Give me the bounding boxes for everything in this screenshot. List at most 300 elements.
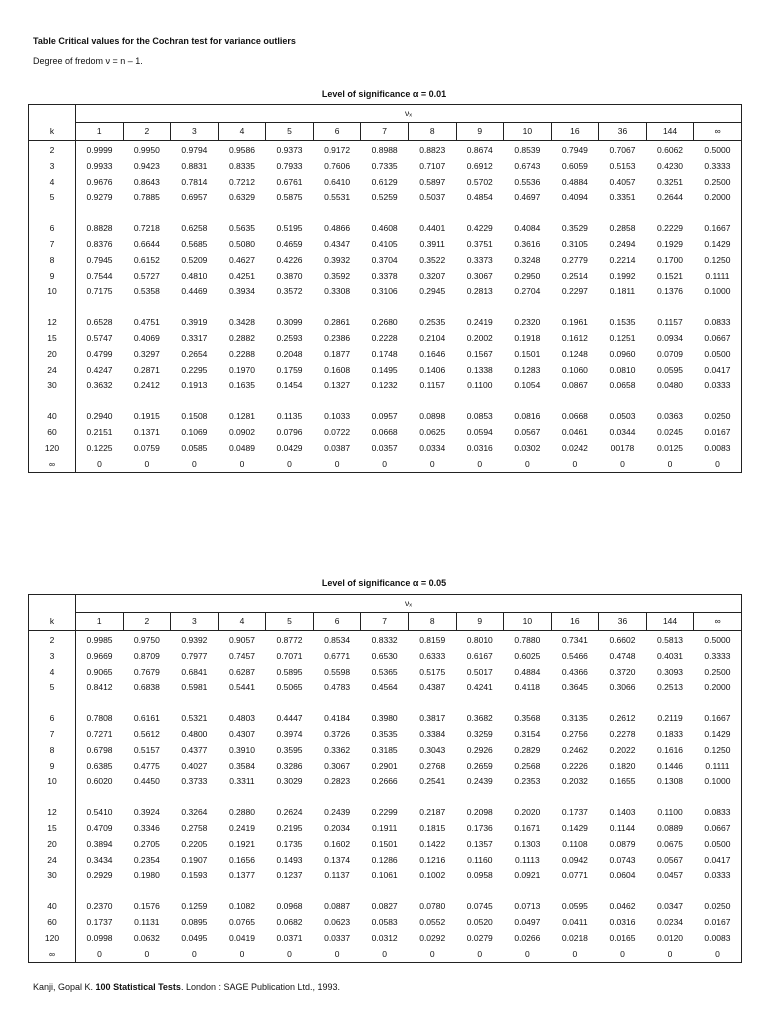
critical-value-cell: 0.1131 (134, 916, 160, 927)
critical-value-cell: 0.0242 (561, 442, 588, 453)
critical-value-cell: 0.4105 (371, 238, 398, 249)
critical-value-cell: 0.0585 (181, 442, 208, 453)
critical-value-cell: 0.2880 (228, 807, 255, 818)
critical-value-cell: 0.0417 (694, 853, 742, 869)
critical-value-cell: 0.2514 (561, 270, 588, 281)
critical-value-cell: 0.2644 (657, 192, 684, 203)
critical-value-cell: 0.0759 (133, 442, 160, 453)
critical-value-cell: 0 (361, 457, 409, 473)
table-row (29, 315, 742, 331)
critical-value-cell: 0.0266 (514, 932, 541, 943)
critical-value-cell: 0.8823 (419, 145, 446, 155)
table-row (29, 727, 742, 743)
table-row (29, 347, 742, 363)
critical-value-cell: 0.1602 (324, 838, 351, 849)
critical-value-cell: 0.6798 (86, 744, 113, 755)
critical-value-cell: 0.3932 (324, 254, 351, 265)
critical-value-cell: 0.2370 (86, 901, 113, 912)
critical-value-cell: 0.3378 (371, 270, 398, 281)
column-header: 4 (218, 123, 266, 141)
critical-value-cell: 0.3346 (133, 822, 160, 833)
critical-value-cell: 0.5813 (657, 635, 684, 645)
critical-value-cell: 0.3066 (609, 682, 636, 693)
critical-value-cell: 0.3384 (419, 728, 446, 739)
k-value: 9 (29, 269, 76, 285)
critical-value-cell: 0.9669 (86, 650, 113, 661)
critical-value-cell: 0.3207 (419, 270, 446, 281)
critical-value-cell: 0.7949 (561, 145, 588, 155)
critical-value-cell: 0 (218, 457, 266, 473)
critical-value-cell: 0 (599, 457, 647, 473)
column-header: 10 (504, 123, 552, 141)
critical-value-cell: 0 (123, 947, 171, 963)
critical-value-cell: 0.8332 (371, 635, 398, 645)
critical-value-cell: 0.5365 (371, 666, 398, 677)
critical-value-cell: 0.9279 (86, 192, 113, 203)
critical-value-cell: 0.3595 (276, 744, 303, 755)
critical-value-cell: 0.2666 (371, 776, 398, 787)
group-gap (29, 206, 742, 221)
critical-value-cell: 0.6059 (561, 160, 588, 171)
critical-value-cell: 0.0833 (694, 805, 742, 821)
critical-value-cell: 0.4751 (133, 317, 160, 328)
critical-value-cell: 0.3726 (324, 728, 351, 739)
critical-value-cell: 0.3333 (694, 649, 742, 665)
critical-value-cell: 0.5065 (276, 682, 303, 693)
critical-value-cell: 0.0887 (324, 901, 351, 912)
critical-value-cell: 0.3919 (181, 317, 208, 328)
critical-value-cell: 0.2229 (657, 223, 684, 234)
table-row (29, 141, 742, 159)
critical-value-cell: 0.3362 (324, 744, 351, 755)
table-row (29, 680, 742, 696)
critical-value-cell: 0 (266, 947, 314, 963)
column-header: ∞ (694, 613, 742, 631)
critical-value-cell: 0.1521 (657, 270, 684, 281)
critical-value-cell: 0.6771 (324, 650, 351, 661)
critical-value-cell: 0.0816 (514, 411, 541, 422)
table-row (29, 743, 742, 759)
critical-value-cell: 0.9999 (86, 145, 113, 155)
critical-value-cell: 0.1429 (694, 237, 742, 253)
critical-value-cell: 0.4069 (133, 332, 160, 343)
critical-value-cell: 0.0780 (419, 901, 446, 912)
critical-value-cell: 0.0250 (694, 899, 742, 915)
critical-value-cell: 0.0810 (609, 364, 636, 375)
critical-value-cell: 0.1736 (466, 822, 493, 833)
critical-value-cell: 0.2768 (419, 760, 446, 771)
critical-value-cell: 0.2654 (181, 348, 208, 359)
critical-value-cell: 0.7679 (133, 666, 160, 677)
critical-value-cell: 0.2320 (514, 317, 541, 328)
critical-value-cell: 0.6333 (419, 650, 446, 661)
k-value: 3 (29, 649, 76, 665)
critical-value-cell: 0.3311 (229, 776, 255, 787)
critical-value-cell: 0.0245 (657, 426, 684, 437)
critical-value-cell: 0.1082 (228, 901, 255, 912)
header-row-nu (29, 105, 742, 123)
critical-value-cell: 0.1567 (466, 348, 493, 359)
critical-value-cell: 0.8988 (371, 145, 398, 155)
gap-cell (29, 300, 76, 315)
critical-value-cell: 0 (456, 947, 504, 963)
critical-value-cell: 0.7606 (324, 160, 351, 171)
k-value: 7 (29, 727, 76, 743)
critical-value-cell: 0.4627 (228, 254, 255, 265)
critical-value-cell: 0.6329 (228, 192, 255, 203)
gap-cell (76, 394, 742, 409)
column-header: 6 (313, 123, 361, 141)
gap-cell (76, 884, 742, 899)
critical-value-cell: 0.0497 (514, 916, 541, 927)
gap-cell (29, 884, 76, 899)
critical-value-cell: 0 (456, 457, 504, 473)
level-heading-001: Level of significance α = 0.01 (321, 89, 447, 99)
critical-value-cell: 0.4709 (86, 822, 113, 833)
critical-value-cell: 0.2861 (324, 317, 351, 328)
critical-value-cell: 0.3584 (228, 760, 255, 771)
column-header: 36 (599, 123, 647, 141)
critical-value-cell: 0.0480 (657, 380, 684, 391)
critical-value-cell: 0.0668 (371, 426, 398, 437)
critical-value-cell: 0.7544 (86, 270, 113, 281)
critical-value-cell: 0.3067 (466, 270, 493, 281)
critical-value-cell: 0.6957 (181, 192, 208, 203)
critical-value-cell: 0.1493 (276, 854, 303, 865)
k-value: 7 (29, 237, 76, 253)
column-header: 7 (361, 613, 409, 631)
critical-value-cell: 0.9373 (276, 145, 303, 155)
table-row (29, 821, 742, 837)
critical-value-cell: 0.4775 (133, 760, 160, 771)
critical-value-cell: 0.7885 (133, 192, 160, 203)
critical-value-cell: 0.0500 (694, 837, 742, 853)
k-value: 30 (29, 378, 76, 394)
table-row (29, 853, 742, 869)
critical-value-cell: 0.7175 (86, 286, 113, 297)
critical-value-cell: 0.7071 (276, 650, 303, 661)
critical-value-cell: 0.1259 (181, 901, 208, 912)
critical-value-cell: 0.8539 (514, 145, 541, 155)
critical-value-cell: 0.1877 (324, 348, 351, 359)
critical-value-cell: 0.8772 (276, 635, 303, 645)
critical-value-cell: 0.1454 (276, 380, 303, 391)
critical-value-cell: 0.0316 (609, 916, 636, 927)
column-header: 7 (361, 123, 409, 141)
column-header: 5 (266, 613, 314, 631)
critical-value-cell: 0.2299 (371, 807, 398, 818)
critical-value-cell: 0.4447 (276, 713, 303, 724)
group-gap (29, 790, 742, 805)
critical-value-cell: 0.1069 (181, 426, 208, 437)
critical-value-cell: 0.5209 (181, 254, 208, 265)
cochran-table-005 (28, 594, 742, 963)
critical-value-cell: 0.5897 (419, 176, 446, 187)
critical-value-cell: 0.3333 (694, 159, 742, 175)
critical-value-cell: 0.4450 (133, 776, 160, 787)
critical-value-cell: 0.2000 (694, 190, 742, 206)
critical-value-cell: 0.8534 (324, 635, 351, 645)
critical-value-cell: 0.1111 (694, 759, 742, 775)
table-row (29, 441, 742, 457)
critical-value-cell: 0.1100 (467, 380, 493, 391)
critical-value-cell: 0.0387 (324, 442, 351, 453)
critical-value-cell: 0 (408, 947, 456, 963)
critical-value-cell: 0.0218 (561, 932, 588, 943)
critical-value-cell: 0.0520 (466, 916, 493, 927)
critical-value-cell: 0.3817 (419, 713, 446, 724)
critical-value-cell: 0.0743 (609, 854, 636, 865)
critical-value-cell: 0.5875 (276, 192, 303, 203)
critical-value-cell: 0.0567 (514, 426, 541, 437)
column-header: 36 (599, 613, 647, 631)
critical-value-cell: 0.3317 (181, 332, 208, 343)
critical-value-cell: 0.0623 (324, 916, 351, 927)
critical-value-cell: 0.0461 (561, 426, 588, 437)
critical-value-cell: 0.1671 (514, 822, 541, 833)
critical-value-cell: 0.5466 (561, 650, 588, 661)
critical-value-cell: 0.6841 (181, 666, 208, 677)
critical-value-cell: 0.1918 (514, 332, 541, 343)
critical-value-cell: 0.3434 (86, 854, 113, 865)
critical-value-cell: 0 (408, 457, 456, 473)
column-header: 16 (551, 613, 599, 631)
critical-value-cell: 0.6161 (133, 713, 160, 724)
critical-value-cell: 0.1907 (181, 854, 208, 865)
table-row (29, 899, 742, 915)
critical-value-cell: 0.0667 (694, 331, 742, 347)
k-value: 20 (29, 347, 76, 363)
k-header: k (29, 123, 76, 141)
critical-value-cell: 0.4659 (276, 238, 303, 249)
critical-value-cell: 0.2945 (419, 286, 446, 297)
table-row (29, 759, 742, 775)
table-row (29, 915, 742, 931)
critical-value-cell: 0.7880 (514, 635, 541, 645)
critical-value-cell: 0.0632 (133, 932, 160, 943)
critical-value-cell: 0.0709 (657, 348, 684, 359)
critical-value-cell: 0.1635 (228, 380, 255, 391)
critical-value-cell: 0 (551, 457, 599, 473)
critical-value-cell: 0.1612 (561, 332, 588, 343)
critical-value-cell: 0.7945 (86, 254, 113, 265)
critical-value-cell: 0.1759 (276, 364, 303, 375)
table-row (29, 331, 742, 347)
critical-value-cell: 0.0357 (371, 442, 398, 453)
critical-value-cell: 0.9985 (86, 635, 113, 645)
gap-cell (76, 696, 742, 711)
critical-value-cell: 0.1616 (657, 744, 684, 755)
k-value: 5 (29, 190, 76, 206)
critical-value-cell: 0.3733 (181, 776, 208, 787)
critical-value-cell: 0.2940 (86, 411, 113, 422)
critical-value-cell: 0.6838 (133, 682, 160, 693)
critical-value-cell: 0.9057 (228, 635, 255, 645)
critical-value-cell: 0 (76, 947, 124, 963)
critical-value-cell: 0.4229 (466, 223, 493, 234)
critical-value-cell: 0.4094 (561, 192, 588, 203)
critical-value-cell: 0.6528 (86, 317, 113, 328)
critical-value-cell: 0.1820 (609, 760, 636, 771)
critical-value-cell: 0.7218 (133, 223, 160, 234)
critical-value-cell: 0.6062 (657, 145, 684, 155)
critical-value-cell: 0.1403 (609, 807, 636, 818)
critical-value-cell: 0.0457 (657, 870, 684, 881)
critical-value-cell: 0.1429 (561, 822, 588, 833)
critical-value-cell: 0.3720 (609, 666, 636, 677)
critical-value-cell: 0.3105 (561, 238, 588, 249)
critical-value-cell: 0.0921 (514, 870, 541, 881)
critical-value-cell: 0.3592 (324, 270, 351, 281)
critical-value-cell: 0.1054 (514, 380, 541, 391)
critical-value-cell: 0.0334 (419, 442, 446, 453)
critical-value-cell: 0.5358 (133, 286, 160, 297)
critical-value-cell: 0.5175 (419, 666, 446, 677)
critical-value-cell: 0.4803 (228, 713, 255, 724)
gap-cell (76, 206, 742, 221)
table-row (29, 237, 742, 253)
critical-value-cell: 0.4810 (181, 270, 208, 281)
k-value: 20 (29, 837, 76, 853)
k-value: 5 (29, 680, 76, 696)
group-gap (29, 884, 742, 899)
critical-value-cell: 0.0167 (694, 915, 742, 931)
critical-value-cell: 0.0344 (609, 426, 636, 437)
critical-value-cell: 0.2297 (561, 286, 588, 297)
critical-value-cell: 0.2758 (181, 822, 208, 833)
critical-value-cell: 0.0083 (694, 441, 742, 457)
critical-value-cell: 0.1108 (562, 838, 588, 849)
critical-value-cell: 0.7212 (228, 176, 255, 187)
critical-value-cell: 0.1033 (324, 411, 351, 422)
critical-value-cell: 0.2195 (276, 822, 303, 833)
critical-value-cell: 0.9794 (181, 145, 208, 155)
critical-value-cell: 0.4748 (609, 650, 636, 661)
critical-value-cell: 0.1495 (371, 364, 398, 375)
critical-value-cell: 0.5536 (514, 176, 541, 187)
critical-value-cell: 0.0417 (694, 363, 742, 379)
critical-value-cell: 0.4783 (324, 682, 351, 693)
critical-value-cell: 0.3894 (86, 838, 113, 849)
k-value: 40 (29, 899, 76, 915)
critical-value-cell: 0.5037 (419, 192, 446, 203)
critical-value-cell: 0.2187 (419, 807, 446, 818)
critical-value-cell: 0.1303 (514, 838, 541, 849)
critical-value-cell: 0.0658 (609, 380, 636, 391)
critical-value-cell: 0.0942 (561, 854, 588, 865)
citation (33, 982, 340, 992)
critical-value-cell: 0.2593 (276, 332, 303, 343)
critical-value-cell: 0.0958 (466, 870, 493, 881)
critical-value-cell: 0.1225 (86, 442, 113, 453)
critical-value-cell: 0.9392 (181, 635, 208, 645)
critical-value-cell: 0.0745 (466, 901, 493, 912)
critical-value-cell: 0.2500 (694, 665, 742, 681)
critical-value-cell: 0.2020 (514, 807, 541, 818)
critical-value-cell: 0.3297 (133, 348, 160, 359)
critical-value-cell: 0.3099 (276, 317, 303, 328)
critical-value-cell: 0.2704 (514, 286, 541, 297)
gap-cell (29, 696, 76, 711)
critical-value-cell: 0.0333 (694, 868, 742, 884)
critical-value-cell: 0.2494 (609, 238, 636, 249)
k-value: 12 (29, 805, 76, 821)
critical-value-cell: 0.0867 (561, 380, 588, 391)
critical-value-cell: 0.0667 (694, 821, 742, 837)
critical-value-cell: 0.8376 (86, 238, 113, 249)
critical-value-cell: 0.0960 (609, 348, 636, 359)
critical-value-cell: 0 (361, 947, 409, 963)
critical-value-cell: 0.5598 (324, 666, 351, 677)
critical-value-cell: 0.2541 (419, 776, 446, 787)
critical-value-cell: 0.4251 (228, 270, 255, 281)
critical-value-cell: 0.2535 (419, 317, 446, 328)
column-header: 8 (408, 613, 456, 631)
critical-value-cell: 0.3351 (609, 192, 636, 203)
critical-value-cell: 0.2513 (657, 682, 684, 693)
critical-value-cell: 0.5259 (371, 192, 398, 203)
critical-value-cell: 0.4118 (514, 682, 541, 693)
critical-value-cell: 0.8831 (181, 160, 208, 171)
table-row (29, 378, 742, 394)
level-heading-005: Level of significance α = 0.05 (321, 578, 447, 588)
k-value: 10 (29, 284, 76, 300)
critical-value-cell: 0.6025 (514, 650, 541, 661)
k-value: 4 (29, 665, 76, 681)
critical-value-cell: 0.2000 (694, 680, 742, 696)
critical-value-cell: 0.0125 (657, 442, 684, 453)
k-value: 8 (29, 743, 76, 759)
critical-value-cell: 0.9950 (133, 145, 160, 155)
critical-value-cell: 0.3529 (561, 223, 588, 234)
critical-value-cell: 0.0419 (228, 932, 255, 943)
critical-value-cell: 0.0411 (562, 916, 588, 927)
critical-value-cell: 0.2214 (609, 254, 636, 265)
critical-value-cell: 0.1656 (228, 854, 255, 865)
critical-value-cell: 0.4247 (86, 364, 113, 375)
critical-value-cell: 0.4226 (276, 254, 303, 265)
critical-value-cell: 0.2659 (466, 760, 493, 771)
critical-value-cell: 0.2756 (561, 728, 588, 739)
critical-value-cell: 0.1237 (276, 870, 303, 881)
critical-value-cell: 0.2705 (133, 838, 160, 849)
critical-value-cell: 0.1655 (609, 776, 636, 787)
critical-value-cell: 0.0595 (657, 364, 684, 375)
column-header: 3 (171, 123, 219, 141)
column-header: 1 (76, 123, 124, 141)
critical-value-cell: 0.3751 (466, 238, 493, 249)
k-value: 2 (29, 141, 76, 159)
critical-value-cell: 0.5612 (133, 728, 160, 739)
critical-value-cell: 0.0302 (514, 442, 541, 453)
critical-value-cell: 0.8412 (86, 682, 113, 693)
critical-value-cell: 0.1157 (419, 380, 445, 391)
critical-value-cell: 0.0968 (276, 901, 303, 912)
table-row (29, 159, 742, 175)
critical-value-cell: 0.0312 (371, 932, 398, 943)
critical-value-cell: 0.0595 (561, 901, 588, 912)
critical-value-cell: 0.4377 (181, 744, 208, 755)
critical-value-cell: 0.1501 (514, 348, 541, 359)
critical-value-cell: 0.2612 (609, 713, 636, 724)
critical-value-cell: 0.5635 (228, 223, 255, 234)
critical-value-cell: 0.2823 (324, 776, 351, 787)
critical-value-cell: 0.0796 (276, 426, 303, 437)
critical-value-cell: 0.1980 (133, 870, 160, 881)
critical-value-cell: 0.6020 (86, 776, 113, 787)
critical-value-cell: 0.6743 (514, 160, 541, 171)
column-header: 144 (646, 613, 694, 631)
